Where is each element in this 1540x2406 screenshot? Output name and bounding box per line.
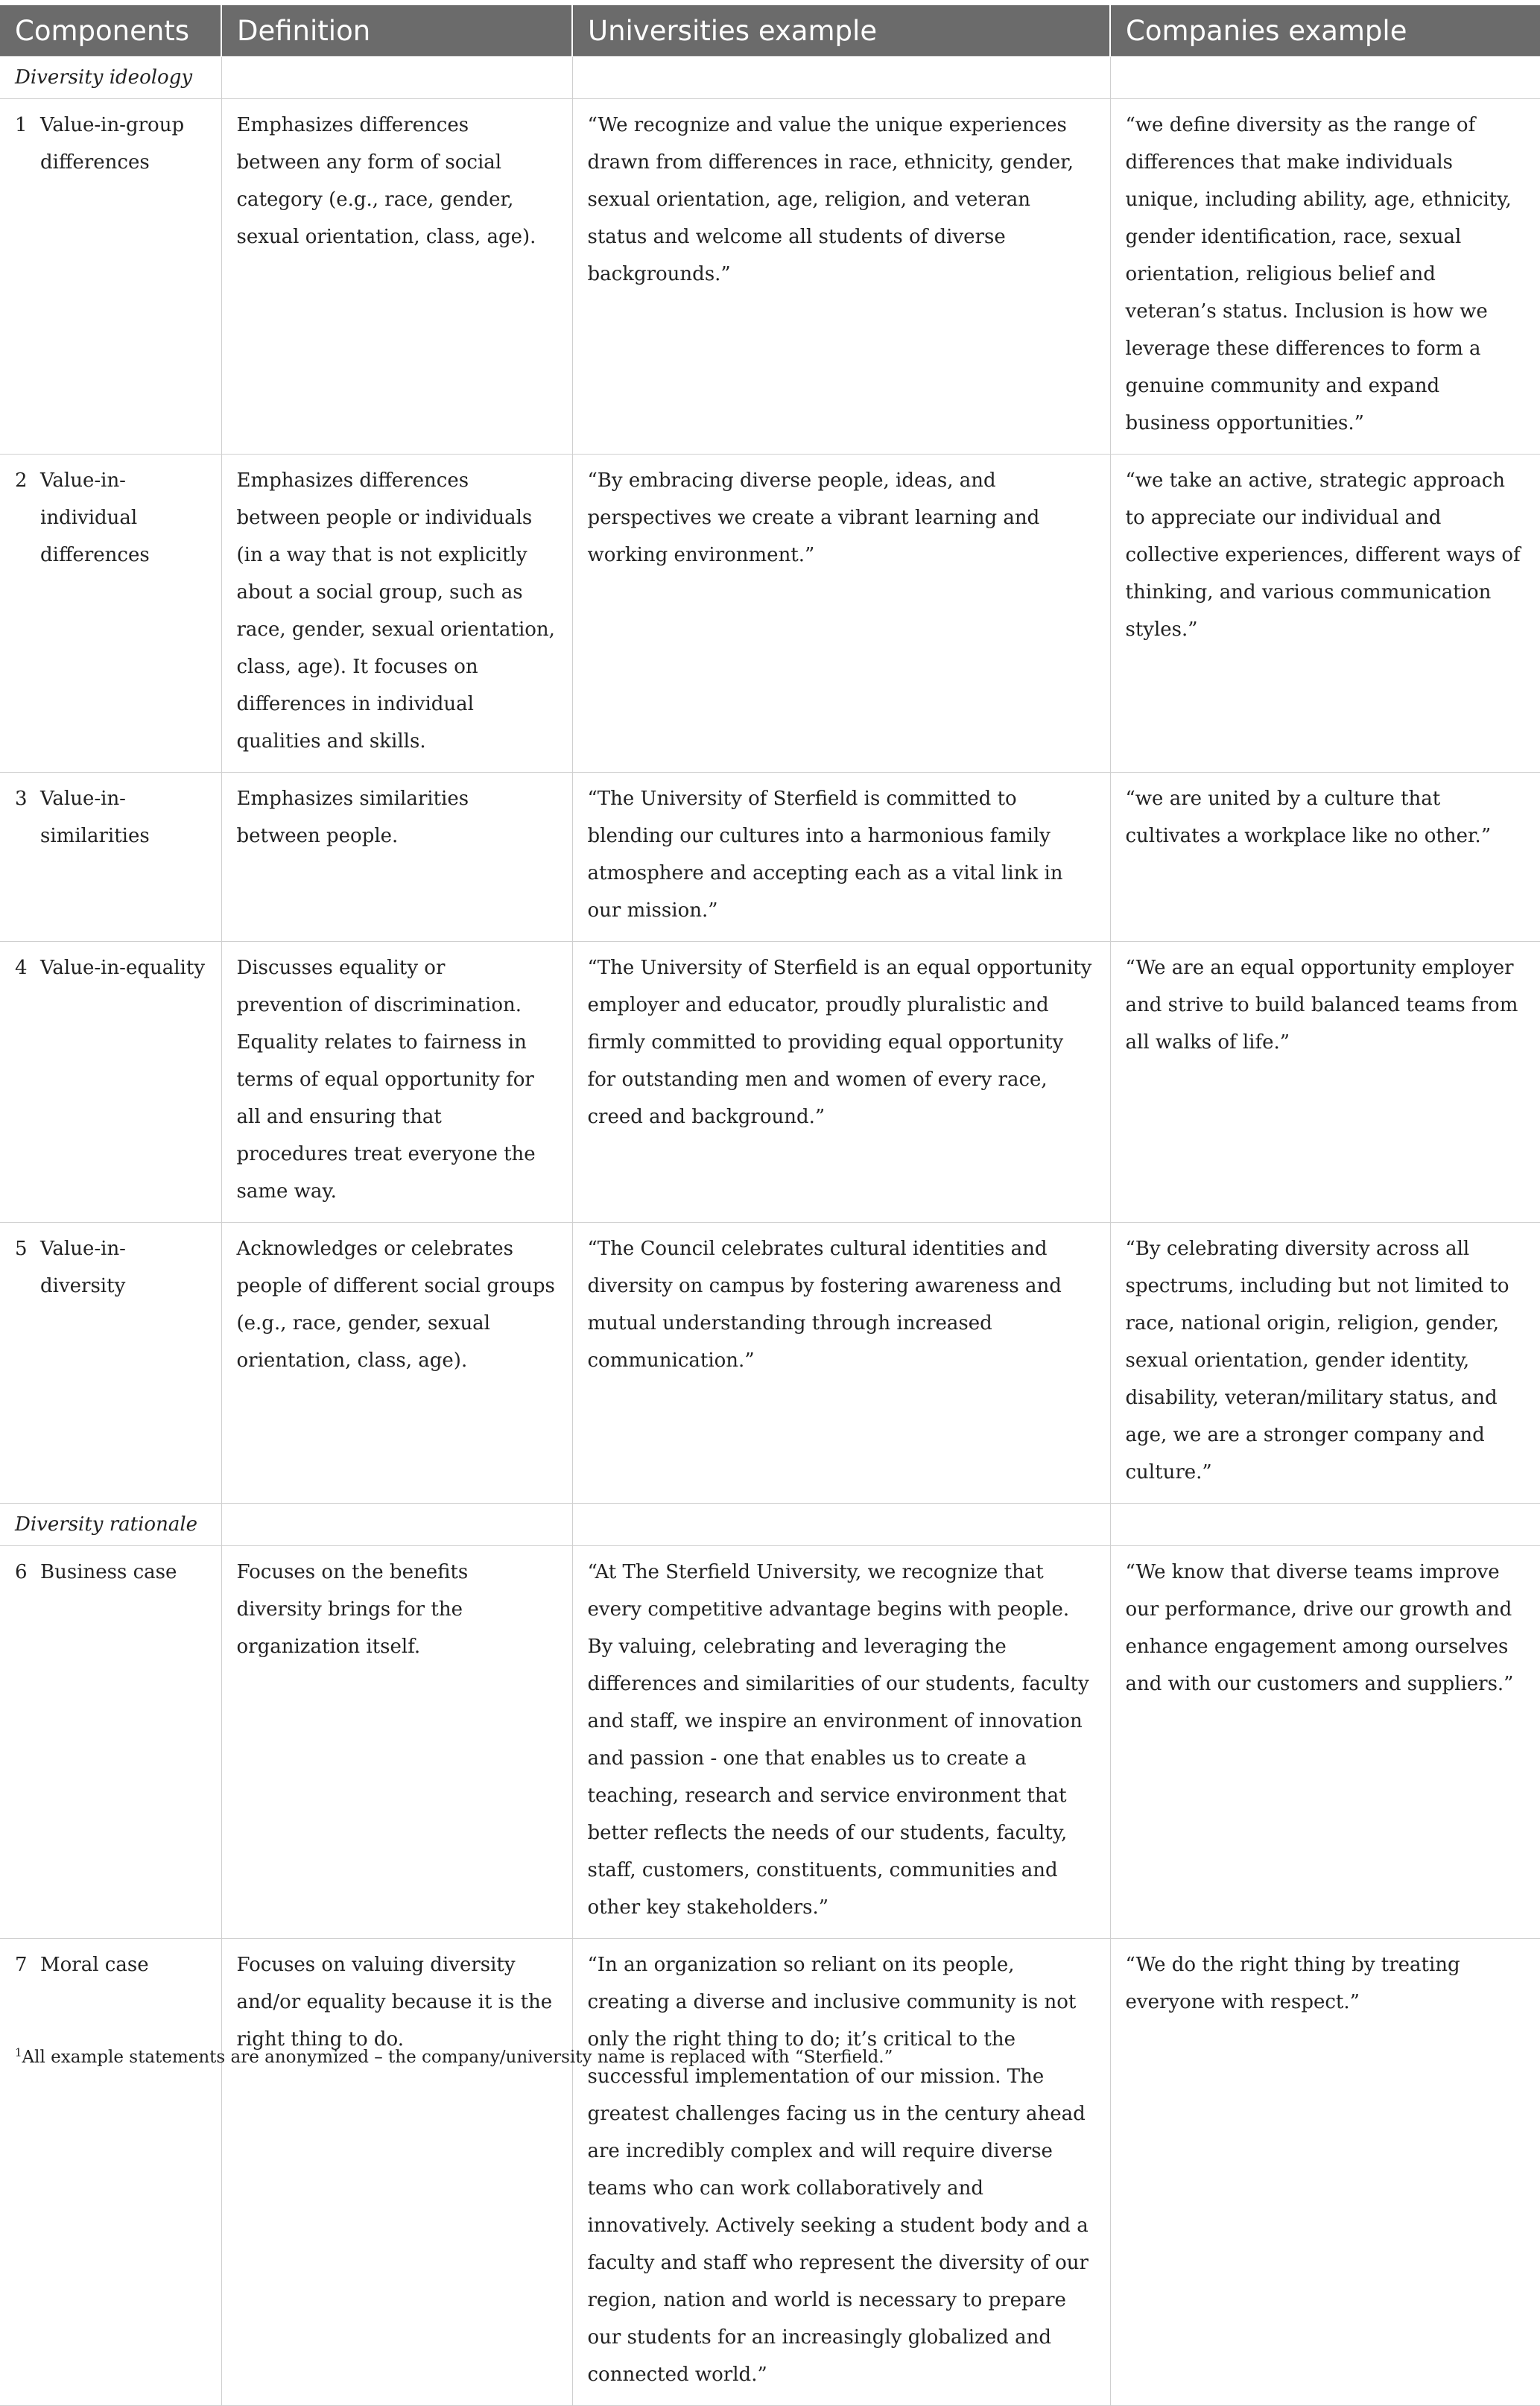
- component-number: 2: [15, 469, 28, 492]
- component-name: Value-in-group differences: [40, 114, 185, 174]
- component-number: 3: [15, 788, 28, 810]
- header-universities-example: Universities example: [572, 5, 1110, 57]
- definition-cell: Discusses equality or prevention of discrimination. Equality relates to fairness in terms of equal opportunity for all and ensuring that procedures treat everyone the same way.: [221, 942, 572, 1223]
- universities-example-cell: “In an organization so reliant on its people, creating a diverse and inclusive community is not only the right thing to do; it’s critical to the successful implementation of our mission. The greatest challenges facing us in the century ahead are incredibly complex and will require diverse teams who can work collaboratively and innovatively. Actively seeking a student body and a faculty and staff who represent the diversity of our region, nation and world is necessary to prepare our students for an increasingly globalized and connected world.”: [572, 1939, 1110, 2406]
- table-footnote: [15, 2045, 893, 2067]
- component-cell: [0, 773, 221, 942]
- universities-example-cell: “We recognize and value the unique experiences drawn from differences in race, ethnicity, gender, sexual orientation, age, religion, and veteran status and welcome all students of diverse backgrounds.”: [572, 99, 1110, 455]
- diversity-components-table: [0, 5, 1540, 2406]
- component-number: 7: [15, 1954, 28, 1976]
- table-row: [0, 99, 1540, 455]
- footnote-marker: 1: [15, 2045, 22, 2060]
- companies-example-cell: “we are united by a culture that cultivates a workplace like no other.”: [1110, 773, 1540, 942]
- definition-cell: Focuses on valuing diversity and/or equality because it is the right thing to do.: [221, 1939, 572, 2406]
- section-label: Diversity rationale: [0, 1504, 221, 1546]
- section-row-diversity-ideology: [0, 57, 1540, 99]
- table-header-row: [0, 5, 1540, 57]
- component-name: Moral case: [40, 1954, 149, 1976]
- definition-cell: Emphasizes differences between any form of social category (e.g., race, gender, sexual orientation, class, age).: [221, 99, 572, 455]
- companies-example-cell: “By celebrating diversity across all spectrums, including but not limited to race, national origin, religion, gender, sexual orientation, gender identity, disability, veteran/military status, and age, we are a stronger company and culture.”: [1110, 1223, 1540, 1504]
- component-name: Value-in-diversity: [40, 1238, 126, 1297]
- definition-cell: Emphasizes differences between people or individuals (in a way that is not explicitly about a social group, such as race, gender, sexual orientation, class, age). It focuses on differences in individual qualities and skills.: [221, 455, 572, 773]
- table-row: [0, 455, 1540, 773]
- component-number: 5: [15, 1238, 28, 1260]
- component-name: Value-in-similarities: [40, 788, 150, 847]
- definition-cell: Focuses on the benefits diversity brings for the organization itself.: [221, 1546, 572, 1939]
- component-cell: [0, 1939, 221, 2406]
- table-row: [0, 1939, 1540, 2406]
- definition-cell: Emphasizes similarities between people.: [221, 773, 572, 942]
- component-number: 6: [15, 1561, 28, 1583]
- component-cell: [0, 1223, 221, 1504]
- component-name: Value-in-individual differences: [40, 469, 150, 566]
- universities-example-cell: “The Council celebrates cultural identities and diversity on campus by fostering awareness and mutual understanding through increased communication.”: [572, 1223, 1110, 1504]
- universities-example-cell: “The University of Sterfield is an equal opportunity employer and educator, proudly pluralistic and firmly committed to providing equal opportunity for outstanding men and women of every race, creed and background.”: [572, 942, 1110, 1223]
- header-components: Components: [0, 5, 221, 57]
- definition-cell: Acknowledges or celebrates people of different social groups (e.g., race, gender, sexual orientation, class, age).: [221, 1223, 572, 1504]
- companies-example-cell: “We know that diverse teams improve our performance, drive our growth and enhance engagement among ourselves and with our customers and suppliers.”: [1110, 1546, 1540, 1939]
- table-row: [0, 942, 1540, 1223]
- header-companies-example: Companies example: [1110, 5, 1540, 57]
- universities-example-cell: “The University of Sterfield is committed to blending our cultures into a harmonious family atmosphere and accepting each as a vital link in our mission.”: [572, 773, 1110, 942]
- component-cell: [0, 455, 221, 773]
- component-cell: [0, 942, 221, 1223]
- companies-example-cell: “We do the right thing by treating everyone with respect.”: [1110, 1939, 1540, 2406]
- companies-example-cell: “we define diversity as the range of differences that make individuals unique, including ability, age, ethnicity, gender identification, race, sexual orientation, religious belief and veteran’s status. Inclusion is how we leverage these differences to form a genuine community and expand business opportunities.”: [1110, 99, 1540, 455]
- section-row-diversity-rationale: [0, 1504, 1540, 1546]
- component-cell: [0, 99, 221, 455]
- component-cell: [0, 1546, 221, 1939]
- component-number: 1: [15, 114, 28, 136]
- companies-example-cell: “we take an active, strategic approach to appreciate our individual and collective experiences, different ways of thinking, and various communication styles.”: [1110, 455, 1540, 773]
- footnote-text: All example statements are anonymized – the company/university name is replaced with “Sterfield.”: [22, 2048, 893, 2067]
- header-definition: Definition: [221, 5, 572, 57]
- component-number: 4: [15, 957, 28, 979]
- universities-example-cell: “At The Sterfield University, we recognize that every competitive advantage begins with people. By valuing, celebrating and leveraging the differences and similarities of our students, faculty and staff, we inspire an environment of innovation and passion - one that enables us to create a teaching, research and service environment that better reflects the needs of our students, faculty, staff, customers, constituents, communities and other key stakeholders.”: [572, 1546, 1110, 1939]
- component-name: Value-in-equality: [40, 957, 206, 979]
- table-row: [0, 773, 1540, 942]
- universities-example-cell: “By embracing diverse people, ideas, and perspectives we create a vibrant learning and working environment.”: [572, 455, 1110, 773]
- table-row: [0, 1223, 1540, 1504]
- component-name: Business case: [40, 1561, 177, 1583]
- table-row: [0, 1546, 1540, 1939]
- section-label: Diversity ideology: [0, 57, 221, 99]
- companies-example-cell: “We are an equal opportunity employer and strive to build balanced teams from all walks of life.”: [1110, 942, 1540, 1223]
